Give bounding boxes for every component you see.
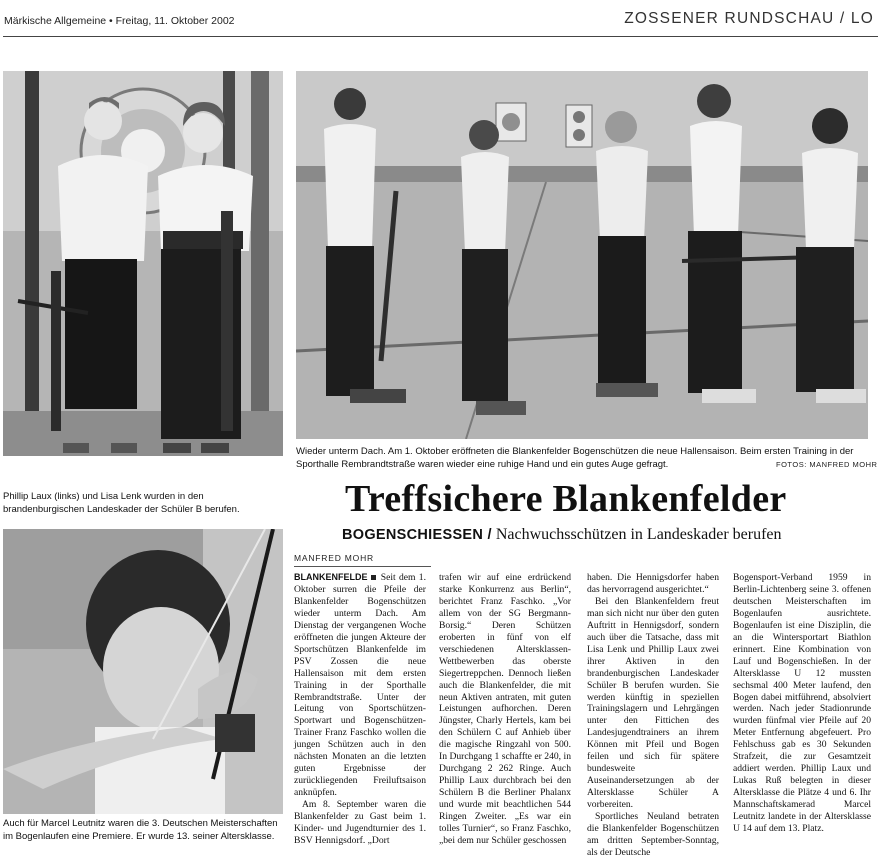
article-dateline: BLANKENFELDE: [294, 572, 368, 582]
archer-photo: [3, 529, 283, 814]
article-column-4: [733, 572, 871, 835]
newspaper-dateline: Märkische Allgemeine • Freitag, 11. Oktober 2002: [4, 15, 235, 27]
photo-credit: FOTOS: MANFRED MOHR: [776, 460, 878, 469]
author-rule: [294, 566, 431, 567]
article-paragraph: Bogensport-Verband 1959 in Berlin-Lichtenberg seine 3. offenen deutschen Meisterschaften im Bogenlaufen ausrichtete. Bogenlaufen ist eine Disziplin, die an die Wintersportart Biathlon erinnert. Eine Kombination von Lauf und Bogenschießen. In der Altersklasse U 12 mussten sechsmal 400 Meter laufend, den Bogen dabei mitführend, absolviert werden. Nach jeder Stadionrunde wurden fünfmal vier Pfeile auf 20 Meter Entfernung abgefeuert. Pro Fehlschuss gab es 30 Sekunden Strafzeit, die zur Gesamtzeit addiert werden. Phillip Laux und Lukas Ruß belegten in dieser Altersklasse die Plätze 4 und 6. Ihr Mannschaftskamerad Marcel Leutnitz landete in der Altersklasse U 14 auf dem 13. Platz.: [733, 572, 871, 835]
team-photo-caption: Wieder unterm Dach. Am 1. Oktober eröffneten die Blankenfelder Bogenschützen die neue Hallensaison. Beim ersten Training in der Sporthalle Rembrandtstraße waren wieder eine ruhige Hand und ein gutes Auge gefragt.: [296, 446, 854, 470]
article-column-3: [587, 572, 719, 856]
portrait-photo: [3, 71, 283, 456]
article-column-1: [294, 572, 426, 847]
article-paragraph: Bei den Blankenfeldern freut man sich nicht nur über den guten Auftritt in Hennigsdorf, sondern auch über die Tatsache, dass mit Lisa Lenk und Phillip Laux zwei ihrer Aktiven in den brandenburgischen Landeskader Schüler B berufen wurden. Sie werden künftig in speziellen Trainingslagern und Lehrgängen unter den Fittichen des Landesjugendtrainers an ihrem Können mit Pfeil und Bogen feilen und sich für spätere bundesweite Auseinandersetzungen ab der Altersklasse Schüler A vorbereiten.: [587, 595, 719, 811]
article-subheadline: Nachwuchsschützen in Landeskader berufen: [495, 526, 782, 543]
header-rule: [3, 36, 878, 37]
team-photo: [296, 71, 868, 439]
article-rubric: [342, 526, 782, 544]
article-author: MANFRED MOHR: [294, 553, 374, 563]
portrait-photo-caption: Phillip Laux (links) und Lisa Lenk wurden in den brandenburgischen Landeskader der Schüler B berufen.: [3, 491, 240, 515]
article-lead-text: Seit dem 1. Oktober surren die Pfeile der Blankenfelder Bogenschützen wieder unterm Dach. Am Dienstag der vergangenen Woche eröffneten die jungen Akteure der Sportschützen Blankenfelde im PSV Zossen die neue Hallensaison mit dem ersten Training in der Sporthalle Rembrandtstraße. Unter der Leitung von Sportschützen-Sportwart und Bogenschützen-Trainer Franz Faschko wollen die jungen Schützen auch in den nächsten Monaten an die letzten guten Ergebnisse der zurückliegenden Freiluftsaison anknüpfen.: [294, 572, 427, 799]
article-paragraph: haben. Die Hennigsdorfer haben das hervorragend ausgerichtet.“: [587, 572, 719, 595]
article-headline: Treffsichere Blankenfelder: [345, 478, 787, 520]
article-column-2: [439, 572, 571, 847]
article-paragraph: Am 8. September waren die Blankenfelder zu Gast beim 1. Kinder- und Jugendturnier des 1. BSV Hennigsdorf. „Dort: [294, 799, 426, 846]
dateline-square-icon: [371, 575, 376, 580]
article-paragraph: trafen wir auf eine erdrückend starke Konkurrenz aus Berlin“, berichtet Franz Faschko. „Vor allem von der SG Bergmann-Borsig.“ Deren Schützen eroberten in fünf von elf verschiedenen Altersklassen-Wettbewerben das oberste Siegertreppchen. Dennoch ließen auch die Blankenfelder, die mit neun Aktiven antraten, mit guten Leistungen aufhorchen. Deren Jüngster, Charly Hertels, kam bei den Schülern C auf Anhieb über die magische Ringzahl von 500. In Durchgang 1 schaffte er 240, in Durchgang 2 262 Ringe. Auch Phillip Laux durchbrach bei den Schülern B die Berliner Phalanx und wurde mit beachtlichen 544 Ringen Zweiter. „Es war ein tolles Turnier“, so Franz Faschko, „bei dem nur Schüler geschossen: [439, 572, 571, 846]
section-title: ZOSSENER RUNDSCHAU / LO: [624, 10, 874, 27]
archer-photo-caption: Auch für Marcel Leutnitz waren die 3. Deutschen Meisterschaften im Bogenlaufen eine Premiere. Er wurde 13. seiner Altersklasse.: [3, 818, 278, 842]
article-kicker: BOGENSCHIESSEN /: [342, 527, 492, 543]
article-paragraph: Sportliches Neuland betraten die Blankenfelder Bogenschützen am dritten September-Sonntag, als der Deutsche: [587, 811, 719, 856]
article-paragraph: [294, 572, 426, 799]
